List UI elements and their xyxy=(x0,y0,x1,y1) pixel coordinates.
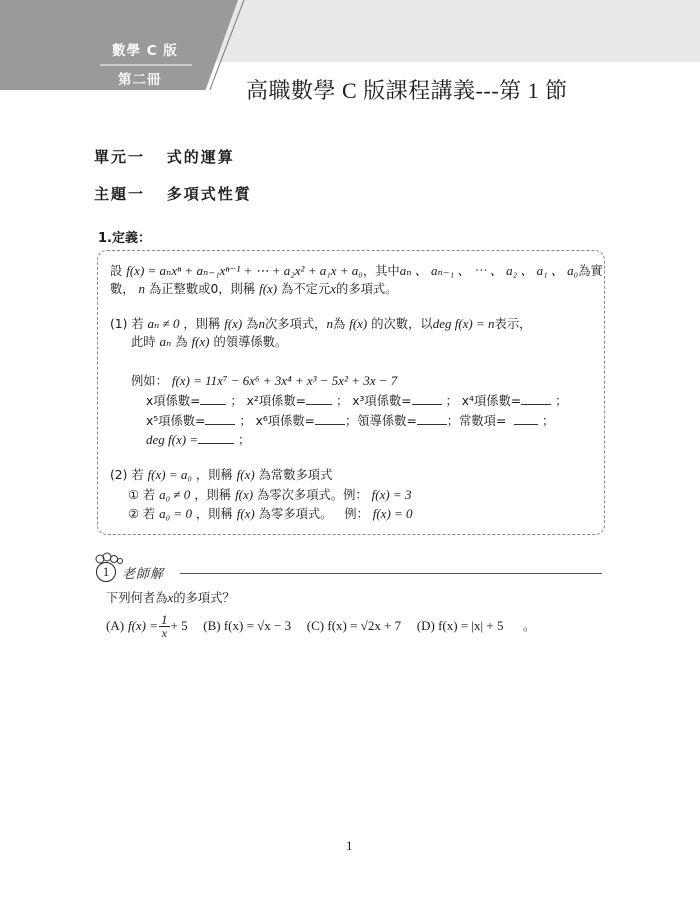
math-example: f(x) = 3 xyxy=(371,487,412,502)
text-fragment: ，則稱 xyxy=(183,317,221,331)
math-n: n xyxy=(138,281,146,296)
math-fx: f(x) xyxy=(259,281,278,296)
coefficient-row-2 xyxy=(146,413,554,429)
example-label: 例如： xyxy=(131,374,168,388)
text-fragment: 下列何者為 xyxy=(106,591,168,605)
teacher-question xyxy=(106,590,235,606)
text-fragment: 為 xyxy=(175,335,188,349)
option-c[interactable]: (C) f(x) = √2x + 7 xyxy=(306,618,402,633)
answer-blank[interactable] xyxy=(417,413,447,425)
topic-heading xyxy=(94,183,252,204)
separator: ； xyxy=(555,394,568,408)
answer-blank[interactable] xyxy=(521,393,551,405)
tab-label-edition: 數學 C 版 xyxy=(112,43,178,59)
math-condition: a₀ ≠ 0 xyxy=(159,487,191,502)
unit-heading xyxy=(94,146,235,167)
text-fragment: 為常數多項式 xyxy=(258,468,333,482)
text-fragment: 為不定元 xyxy=(281,282,331,296)
text-fragment: (1) 若 xyxy=(110,317,144,331)
example-polynomial: f(x) = 11x⁷ − 6x⁶ + 3x⁴ + x³ − 5x² + 3x − 7 xyxy=(171,373,398,388)
text-fragment: ② 若 xyxy=(128,507,156,521)
math-condition: f(x) = a₀ xyxy=(147,467,192,482)
text-fragment: 為實 xyxy=(578,264,603,278)
text-fragment: ，則稱 xyxy=(195,507,233,521)
question-x-coefficient: x項係數= xyxy=(146,394,201,408)
definition-intro-line xyxy=(110,263,603,279)
unit-label: 單元一 xyxy=(94,148,146,166)
separator: ； xyxy=(335,394,349,408)
option-d[interactable]: (D) f(x) = |x| + 5 xyxy=(416,618,504,633)
text-fragment: 的多項式？ xyxy=(173,591,235,605)
question-x4-coefficient: x⁴項係數= xyxy=(461,394,522,408)
example-line xyxy=(131,373,397,389)
fraction-one-over-x xyxy=(159,614,170,639)
math-fx: f(x) xyxy=(224,316,243,331)
math-n: n xyxy=(258,316,265,331)
math-fx: f(x) xyxy=(236,506,255,521)
polynomial-general-form: f(x) = aₙxⁿ + aₙ₋₁xⁿ⁻¹ + ⋯ + a₂x² + a₁x + a₀ xyxy=(126,263,363,278)
point-2b-line xyxy=(128,506,413,522)
answer-blank[interactable] xyxy=(306,393,332,405)
point-2-line xyxy=(110,467,332,483)
text-fragment: 次多項式， xyxy=(264,317,327,331)
option-a-label[interactable]: (A) xyxy=(106,618,125,633)
question-x3-coefficient: x³項係數= xyxy=(352,394,412,408)
text-fragment: 為 xyxy=(246,317,259,331)
math-an: aₙ xyxy=(159,334,172,349)
answer-blank[interactable] xyxy=(205,413,235,425)
math-fx: f(x) xyxy=(191,334,210,349)
answer-blank[interactable] xyxy=(412,393,442,405)
example-number-badge: 1 xyxy=(96,562,116,582)
point-1-line-2 xyxy=(131,334,287,350)
text-fragment: ，則稱 xyxy=(195,468,233,482)
definition-heading: 1.定義： xyxy=(98,231,151,246)
math-fx: f(x) xyxy=(236,467,255,482)
teacher-solves-label: 老師解 xyxy=(122,567,165,582)
math-n: n xyxy=(326,316,333,331)
degree-row xyxy=(146,432,250,448)
section-rule xyxy=(180,573,602,574)
text-fragment: 為零次多項式。例： xyxy=(257,488,368,502)
math-condition: aₙ ≠ 0 xyxy=(147,316,180,331)
text-fragment: 數， xyxy=(110,282,135,296)
text-fragment: 此時 xyxy=(131,335,156,349)
text-fragment: 設 xyxy=(110,264,123,278)
question-constant-term: ；常數項= xyxy=(446,414,507,428)
topic-label: 主題一 xyxy=(94,185,146,203)
question-x5-coefficient: x⁵項係數= xyxy=(146,414,206,428)
text-fragment: 表示， xyxy=(494,317,532,331)
separator: ； xyxy=(542,414,555,428)
separator: ； xyxy=(238,433,251,447)
question-x2-coefficient: x²項係數= xyxy=(246,394,307,408)
answer-blank[interactable] xyxy=(315,413,345,425)
text-fragment: ① 若 xyxy=(128,488,156,502)
option-a-rest: + 5 xyxy=(170,618,188,633)
fraction-numerator: 1 xyxy=(161,612,168,627)
question-degree: deg f(x) = xyxy=(146,432,199,447)
answer-blank[interactable] xyxy=(514,413,538,425)
definition-line-2 xyxy=(110,281,398,297)
math-condition: a₀ = 0 xyxy=(159,506,192,521)
text-fragment: 例： xyxy=(344,507,369,521)
text-fragment: 為零多項式。 xyxy=(258,507,333,521)
option-a-lhs: f(x) = xyxy=(127,618,159,633)
math-degree: deg f(x) = n xyxy=(432,316,495,331)
text-fragment: ，則稱 xyxy=(194,488,232,502)
separator: ； xyxy=(230,394,243,408)
fraction-denominator: x xyxy=(161,626,167,640)
answer-blank[interactable] xyxy=(198,432,234,444)
coefficient-row-1 xyxy=(146,393,567,409)
point-1-line-1 xyxy=(110,316,531,332)
page-title: 高職數學 C 版課程講義---第 1 節 xyxy=(246,78,568,103)
text-fragment: (2) 若 xyxy=(110,468,144,482)
option-b[interactable]: (B) f(x) = √x − 3 xyxy=(203,618,292,633)
math-fx: f(x) xyxy=(235,487,254,502)
text-fragment: 的領導係數。 xyxy=(213,335,288,349)
text-fragment: 為 xyxy=(332,317,346,331)
unit-name: 式的運算 xyxy=(166,148,235,166)
page-number: 1 xyxy=(346,838,353,853)
tab-label-volume: 第二冊 xyxy=(118,72,162,88)
answer-options xyxy=(106,610,535,642)
math-x: x xyxy=(167,590,174,605)
math-example: f(x) = 0 xyxy=(372,506,413,521)
question-leading-coefficient: ；領導係數= xyxy=(344,414,417,428)
question-x6-coefficient: x⁶項係數= xyxy=(255,414,315,428)
separator: ； xyxy=(239,414,252,428)
answer-blank[interactable] xyxy=(200,393,226,405)
topic-name: 多項式性質 xyxy=(166,185,252,203)
text-fragment: 。 xyxy=(523,619,536,633)
text-fragment: ，其中 xyxy=(362,264,400,278)
separator: ； xyxy=(445,394,458,408)
point-2a-line xyxy=(128,487,411,503)
math-x: x xyxy=(330,281,337,296)
text-fragment: 的多項式。 xyxy=(336,282,398,296)
math-fx: f(x) xyxy=(349,316,368,331)
text-fragment: 為正整數或0，則稱 xyxy=(148,282,256,296)
text-fragment: 的次數，以 xyxy=(371,317,433,331)
coefficient-list: aₙ 、 aₙ₋₁ 、 ⋯ 、 a₂ 、 a₁ 、 a₀ xyxy=(399,263,579,278)
